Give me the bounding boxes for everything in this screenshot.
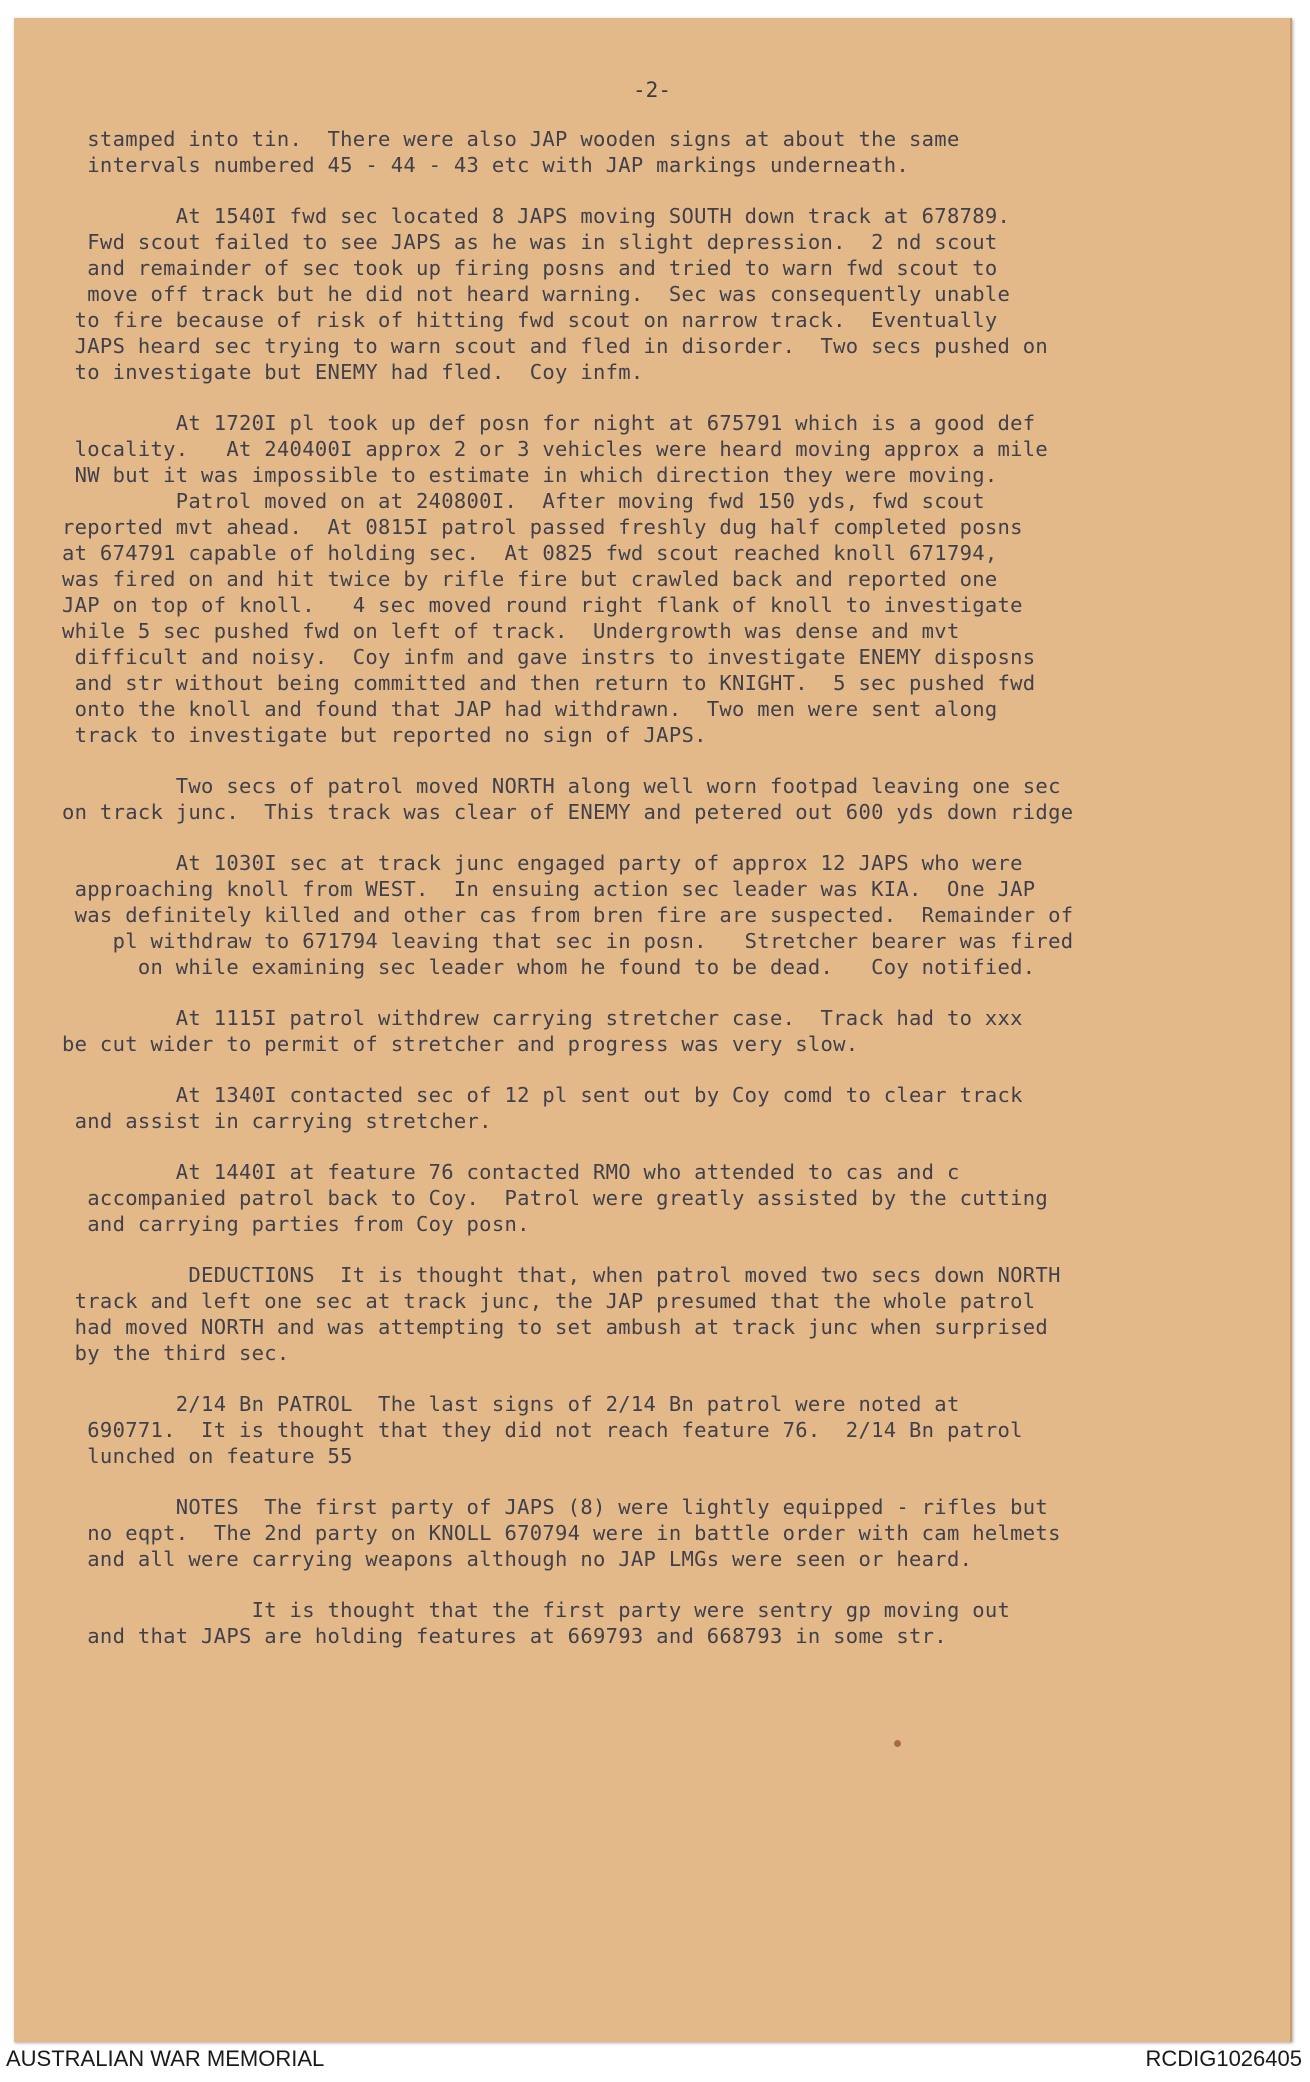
text-line: DEDUCTIONS It is thought that, when patrol moved two secs down NORTH — [62, 1263, 1061, 1287]
text-line: pl withdraw to 671794 leaving that sec in posn. Stretcher bearer was fired — [62, 929, 1074, 953]
paragraph — [62, 1391, 1294, 1469]
text-line: on while examining sec leader whom he found to be dead. Coy notified. — [62, 955, 1036, 979]
text-line: At 1030I sec at track junc engaged party of approx 12 JAPS who were — [62, 851, 1023, 875]
text-line: reported mvt ahead. At 0815I patrol passed freshly dug half completed posns — [62, 515, 1023, 539]
text-line: track to investigate but reported no sign of JAPS. — [62, 723, 707, 747]
typed-report-body — [62, 126, 1294, 1674]
text-line: Two secs of patrol moved NORTH along well worn footpad leaving one sec — [62, 774, 1061, 798]
text-line: be cut wider to permit of stretcher and progress was very slow. — [62, 1032, 859, 1056]
text-line: At 1340I contacted sec of 12 pl sent out by Coy comd to clear track — [62, 1083, 1023, 1107]
text-line: stamped into tin. There were also JAP wooden signs at about the same — [62, 127, 960, 151]
text-line: to fire because of risk of hitting fwd scout on narrow track. Eventually — [62, 308, 998, 332]
paragraph — [62, 1082, 1294, 1134]
paragraph — [62, 1159, 1294, 1237]
text-line: and assist in carrying stretcher. — [62, 1109, 492, 1133]
text-line: was fired on and hit twice by rifle fire but crawled back and reported one — [62, 567, 998, 591]
text-line: Patrol moved on at 240800I. After moving fwd 150 yds, fwd scout — [62, 489, 985, 513]
paragraph — [62, 410, 1294, 748]
paragraph — [62, 850, 1294, 980]
text-line: and all were carrying weapons although no JAP LMGs were seen or heard. — [62, 1547, 973, 1571]
text-line: at 674791 capable of holding sec. At 0825 fwd scout reached knoll 671794, — [62, 541, 998, 565]
record-id: RCDIG1026405 — [1145, 2046, 1302, 2071]
text-line: 690771. It is thought that they did not reach feature 76. 2/14 Bn patrol — [62, 1418, 1023, 1442]
text-line: At 1720I pl took up def posn for night at 675791 which is a good def — [62, 411, 1036, 435]
text-line: had moved NORTH and was attempting to set ambush at track junc when surprised — [62, 1315, 1049, 1339]
text-line: NW but it was impossible to estimate in which direction they were moving. — [62, 463, 998, 487]
document-page — [14, 18, 1292, 2042]
text-line: on track junc. This track was clear of ENEMY and petered out 600 yds down ridge — [62, 800, 1074, 824]
text-line: JAP on top of knoll. 4 sec moved round right flank of knoll to investigate — [62, 593, 1023, 617]
text-line: approaching knoll from WEST. In ensuing action sec leader was KIA. One JAP — [62, 877, 1036, 901]
text-line: intervals numbered 45 - 44 - 43 etc with JAP markings underneath. — [62, 153, 910, 177]
text-line: track and left one sec at track junc, the JAP presumed that the whole patrol — [62, 1289, 1036, 1313]
text-line: Fwd scout failed to see JAPS as he was in slight depression. 2 nd scout — [62, 230, 998, 254]
text-line: At 1540I fwd sec located 8 JAPS moving SOUTH down track at 678789. — [62, 204, 1011, 228]
archive-credit: AUSTRALIAN WAR MEMORIAL — [6, 2046, 325, 2071]
text-line: to investigate but ENEMY had fled. Coy infm. — [62, 360, 644, 384]
paper-blemish — [894, 1740, 901, 1747]
text-line: no eqpt. The 2nd party on KNOLL 670794 were in battle order with cam helmets — [62, 1521, 1061, 1545]
text-line: and remainder of sec took up firing posns and tried to warn fwd scout to — [62, 256, 998, 280]
text-line: was definitely killed and other cas from bren fire are suspected. Remainder of — [62, 903, 1074, 927]
text-line: move off track but he did not heard warning. Sec was consequently unable — [62, 282, 1011, 306]
text-line: onto the knoll and found that JAP had withdrawn. Two men were sent along — [62, 697, 998, 721]
page-number: -2- — [633, 78, 671, 102]
text-line: 2/14 Bn PATROL The last signs of 2/14 Bn patrol were noted at — [62, 1392, 960, 1416]
text-line: and carrying parties from Coy posn. — [62, 1212, 530, 1236]
paragraph — [62, 203, 1294, 385]
paragraph — [62, 126, 1294, 178]
text-line: accompanied patrol back to Coy. Patrol were greatly assisted by the cutting — [62, 1186, 1049, 1210]
paragraph — [62, 1494, 1294, 1572]
paragraph — [62, 1262, 1294, 1366]
paragraph — [62, 1005, 1294, 1057]
text-line: JAPS heard sec trying to warn scout and fled in disorder. Two secs pushed on — [62, 334, 1049, 358]
text-line: while 5 sec pushed fwd on left of track. Undergrowth was dense and mvt — [62, 619, 960, 643]
paragraph — [62, 1597, 1294, 1649]
text-line: NOTES The first party of JAPS (8) were lightly equipped - rifles but — [62, 1495, 1049, 1519]
paragraph — [62, 773, 1294, 825]
text-line: and that JAPS are holding features at 669793 and 668793 in some str. — [62, 1624, 947, 1648]
text-line: lunched on feature 55 — [62, 1444, 353, 1468]
text-line: and str without being committed and then return to KNIGHT. 5 sec pushed fwd — [62, 671, 1036, 695]
text-line: At 1115I patrol withdrew carrying stretcher case. Track had to xxx — [62, 1006, 1023, 1030]
text-line: It is thought that the first party were sentry gp moving out — [62, 1598, 1011, 1622]
text-line: by the third sec. — [62, 1341, 290, 1365]
text-line: locality. At 240400I approx 2 or 3 vehicles were heard moving approx a mile — [62, 437, 1049, 461]
text-line: At 1440I at feature 76 contacted RMO who attended to cas and c — [62, 1160, 960, 1184]
text-line: difficult and noisy. Coy infm and gave instrs to investigate ENEMY disposns — [62, 645, 1036, 669]
